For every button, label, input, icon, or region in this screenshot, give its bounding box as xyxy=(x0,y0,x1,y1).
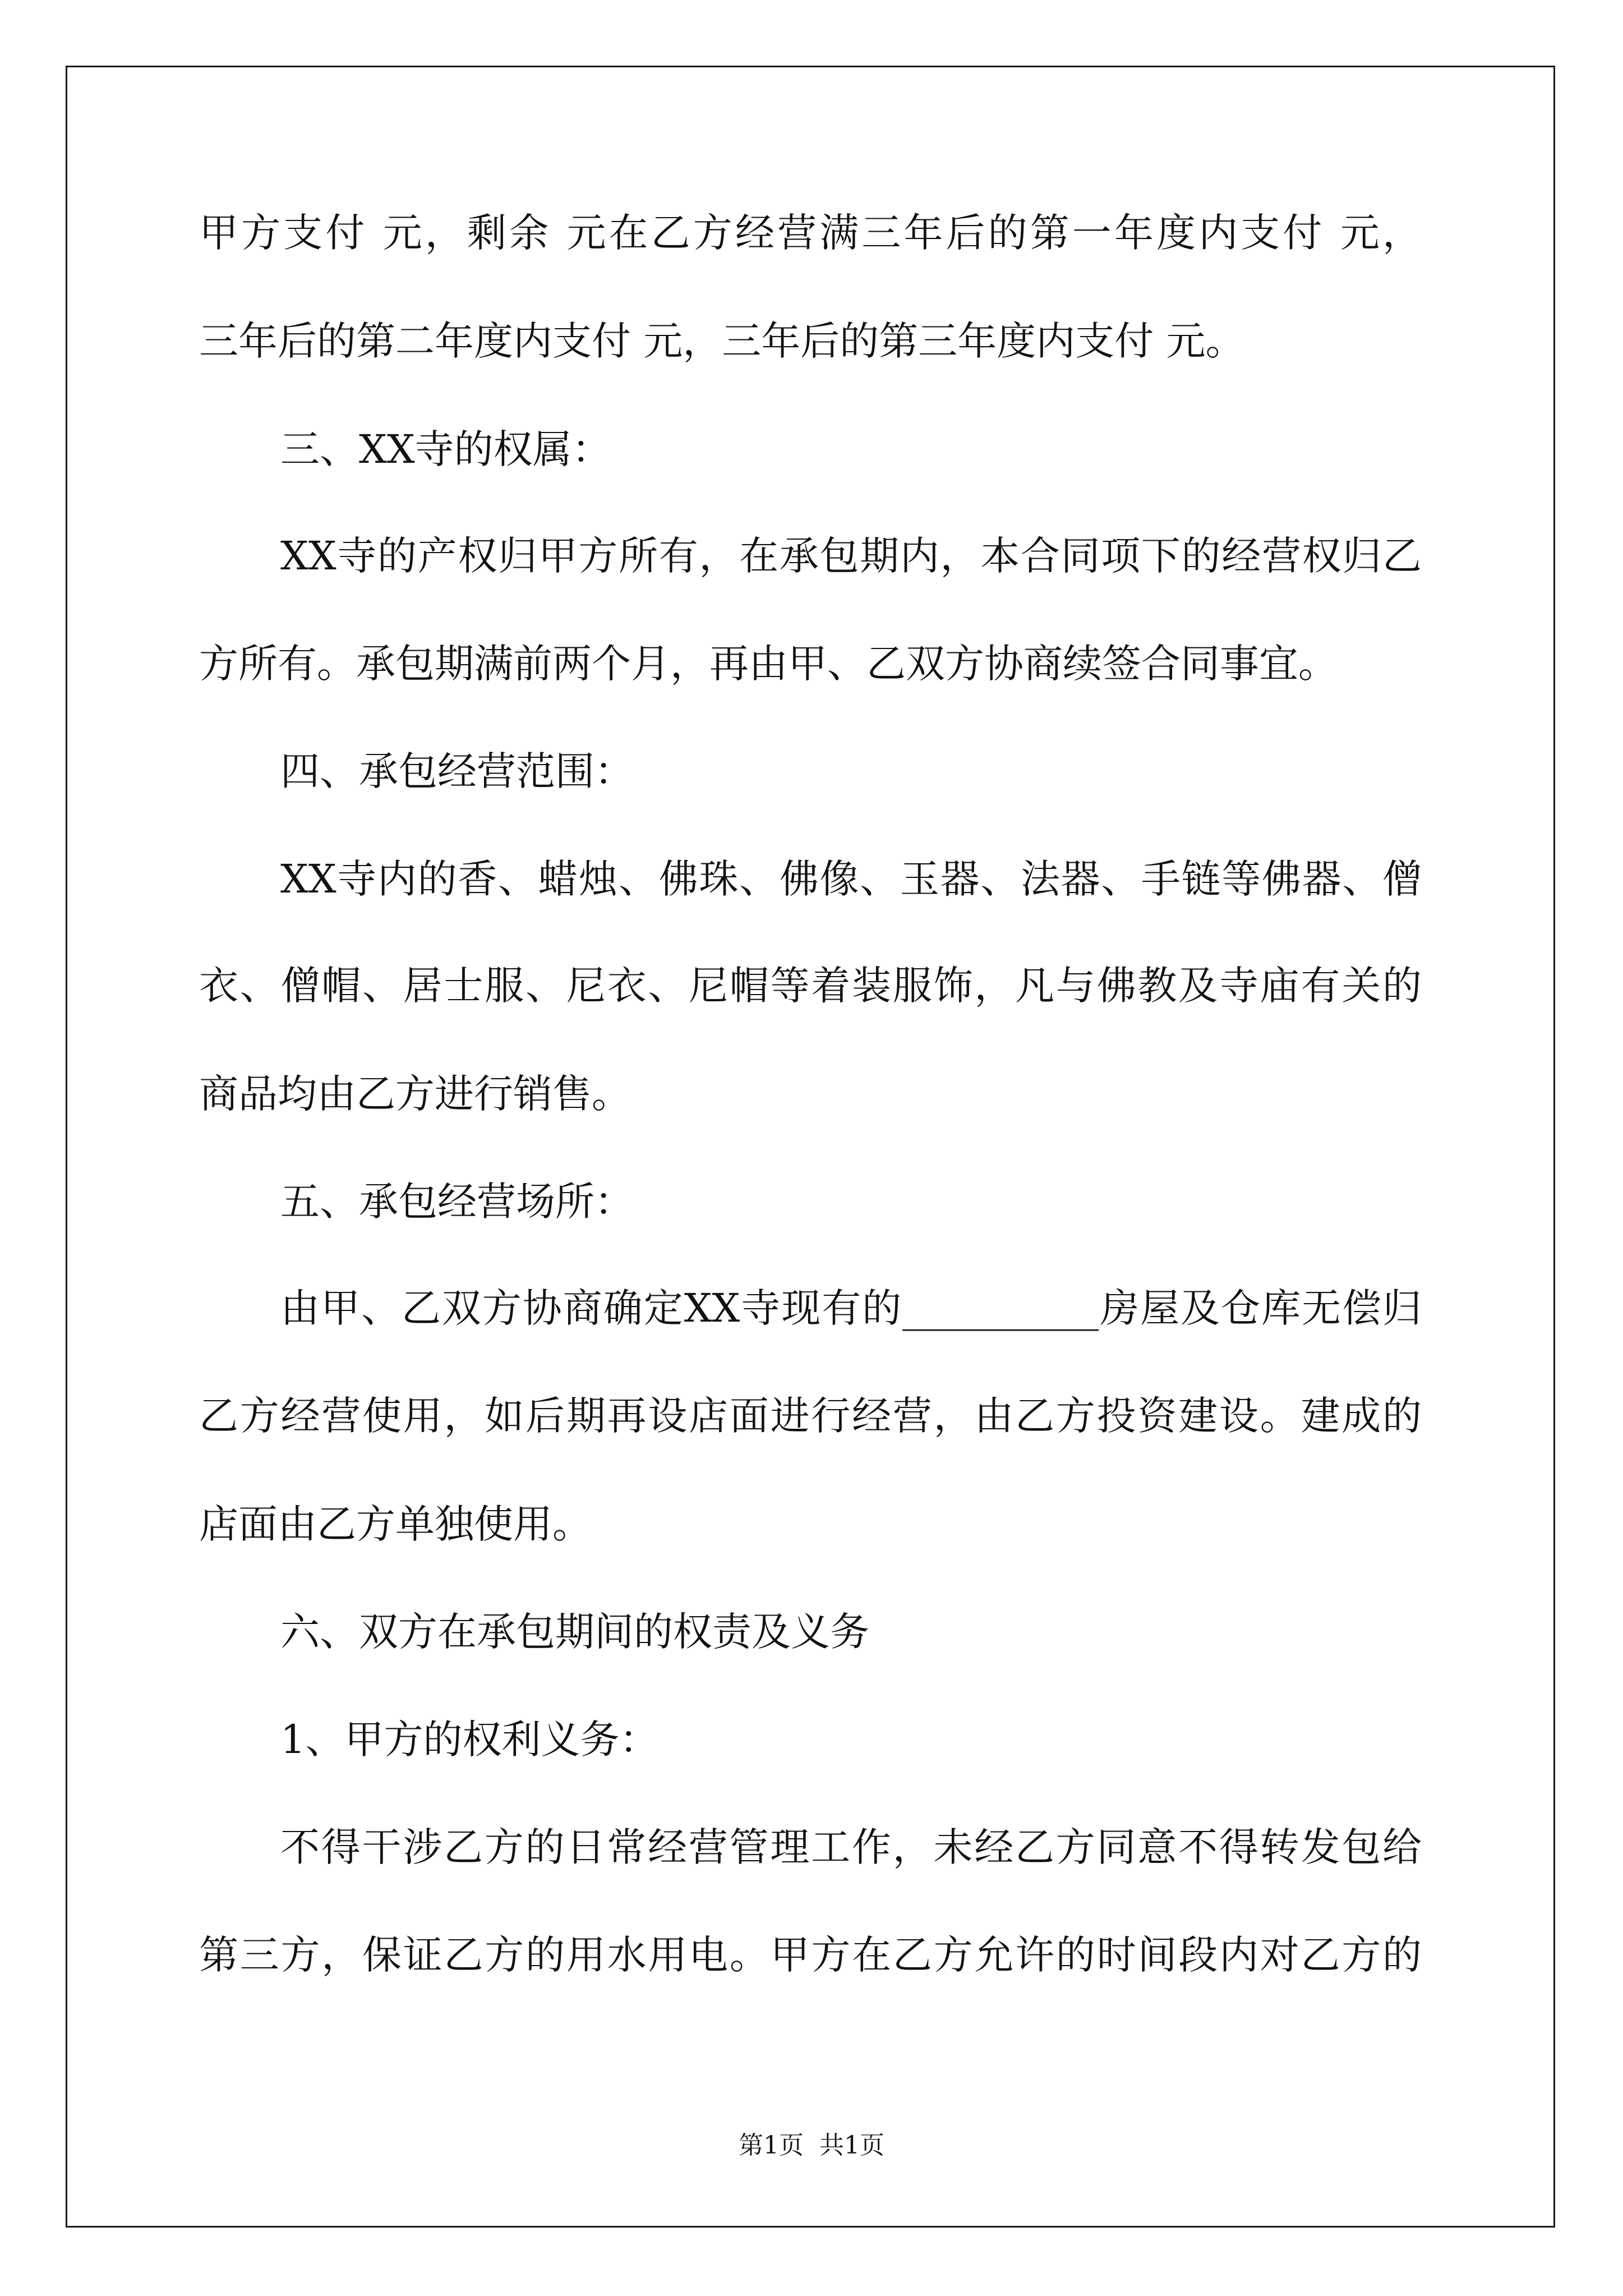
text-line-17: 第三方，保证乙方的用水用电。甲方在乙方允许的时间段内对乙方的 xyxy=(199,1932,1422,1978)
text-line-8: 衣、僧帽、居士服、尼衣、尼帽等着装服饰，凡与佛教及寺庙有关的 xyxy=(199,963,1422,1009)
text-line-16: 不得干涉乙方的日常经营管理工作，未经乙方同意不得转发包给 xyxy=(280,1824,1422,1870)
text-line-1: 甲方支付 元，剩余 元在乙方经营满三年后的第一年度内支付 元， xyxy=(199,210,1422,256)
section-heading-6: 六、双方在承包期间的权责及义务 xyxy=(280,1609,869,1655)
subsection-heading-1: 1、甲方的权利义务： xyxy=(280,1717,659,1763)
page-number-footer: 第1页 共1页 xyxy=(739,2131,884,2160)
text-line-9: 商品均由乙方进行销售。 xyxy=(199,1071,631,1117)
section-heading-3: 三、XX寺的权属： xyxy=(280,426,611,472)
section-heading-4: 四、承包经营范围： xyxy=(280,748,634,794)
text-line-5: 方所有。承包期满前两个月，再由甲、乙双方协商续签合同事宜。 xyxy=(199,641,1338,687)
text-line-7: XX寺内的香、蜡烛、佛珠、佛像、玉器、法器、手链等佛器、僧 xyxy=(280,856,1422,902)
page-border xyxy=(66,66,1555,2228)
text-line-13: 店面由乙方单独使用。 xyxy=(199,1501,592,1547)
text-line-11: 由甲、乙双方协商确定XX寺现有的__________房屋及仓库无偿归 xyxy=(280,1285,1422,1331)
section-heading-5: 五、承包经营场所： xyxy=(280,1179,634,1225)
text-line-4: XX寺的产权归甲方所有，在承包期内，本合同项下的经营权归乙 xyxy=(280,533,1422,579)
text-line-12: 乙方经营使用，如后期再设店面进行经营，由乙方投资建设。建成的 xyxy=(199,1393,1422,1439)
text-line-2: 三年后的第二年度内支付 元，三年后的第三年度内支付 元。 xyxy=(199,318,1245,364)
